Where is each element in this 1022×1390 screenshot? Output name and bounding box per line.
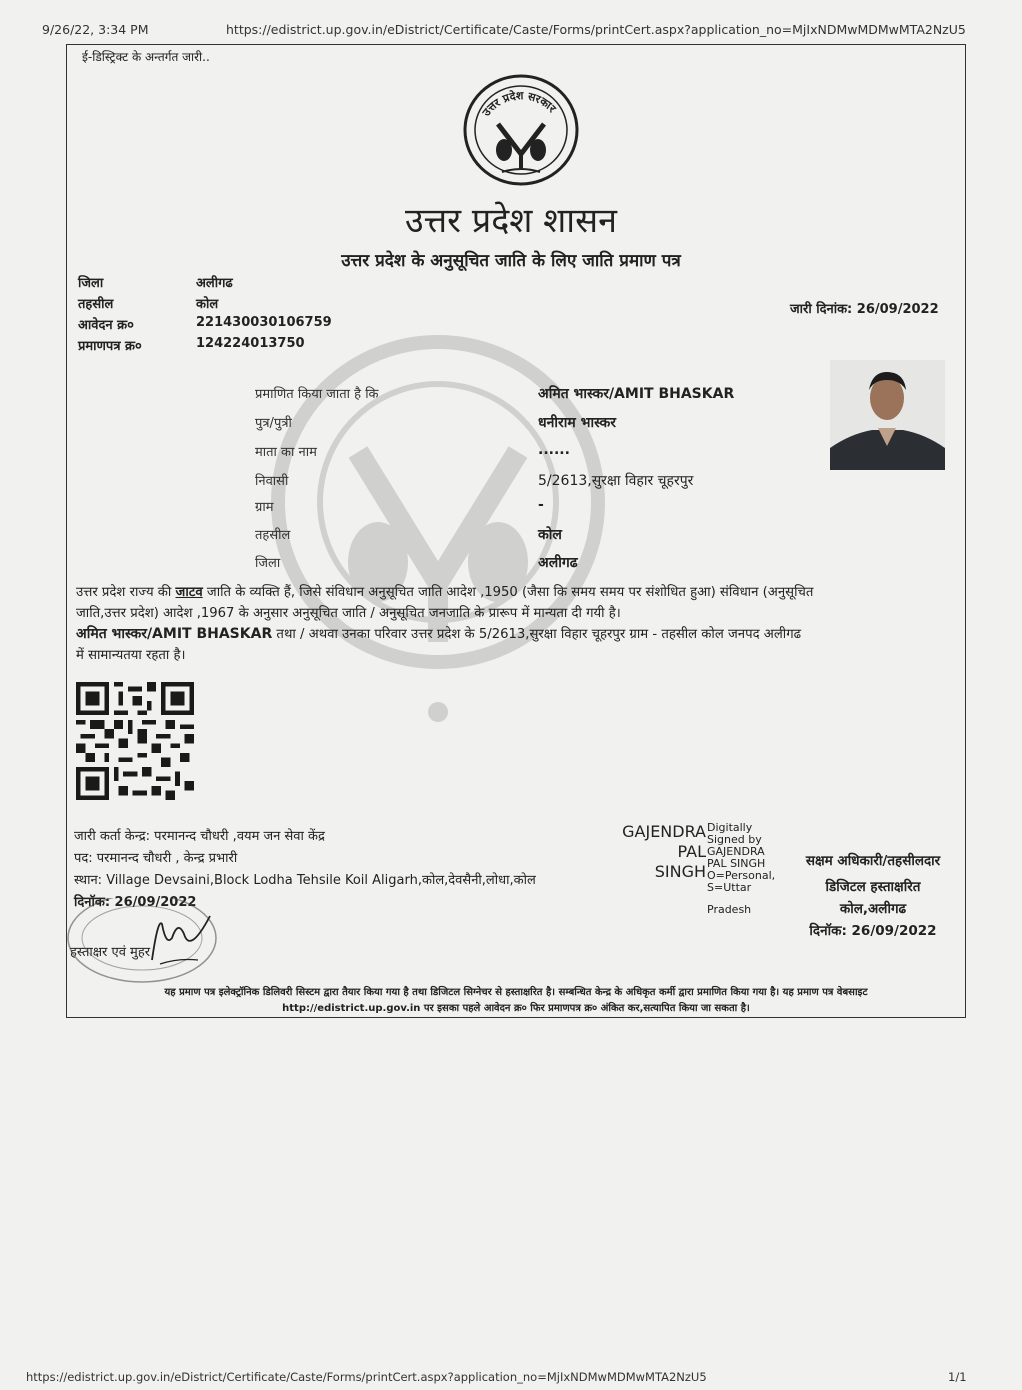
authority-title: सक्षम अधिकारी/तहसीलदार [805, 853, 941, 869]
issuer-stamp-signature [60, 898, 220, 990]
meta-label-certificate-no: प्रमाणपत्र क्र० [78, 339, 142, 354]
detail-label-mother: माता का नाम [255, 445, 317, 460]
detail-value-tehsil: कोल [538, 527, 562, 543]
authority-date: दिनॉक: 26/09/2022 [809, 923, 937, 939]
disclaimer-line2: http://edistrict.up.gov.in पर इसका पहले आवेदन क्र० फिर प्रमाणपत्र क्र० अंकित कर,सत्यापित किया जा सकता है। [282, 1003, 750, 1014]
meta-value-certificate-no: 124224013750 [196, 336, 305, 351]
detail-label-certified: प्रमाणित किया जाता है कि [255, 387, 379, 402]
detail-value-address: 5/2613,सुरक्षा विहार चूहरपुर [538, 473, 694, 489]
digital-sign-name-line2: PAL [677, 842, 706, 861]
detail-label-child-of: पुत्र/पुत्री [255, 416, 292, 431]
meta-value-tehsil: कोल [196, 297, 219, 312]
caste-name: जाटव [175, 585, 203, 600]
issuer-date: दिनॉक: 26/09/2022 [74, 895, 197, 910]
page-count: 1/1 [948, 1370, 967, 1384]
detail-label-tehsil: तहसील [255, 528, 291, 543]
paragraph-line1-end: जाति के व्यक्ति हैं, जिसे संविधान अनुसूचित जाति आदेश ,1950 (जैसा कि समय समय पर संशोधित हुआ) संविधान (अनुसूचित [202, 585, 814, 600]
detail-label-village: ग्राम [255, 500, 274, 515]
issuer-center: जारी कर्ता केन्द्र: परमानन्द चौधरी ,वयम जन सेवा केंद्र [74, 829, 325, 844]
paragraph-line2: जाति,उत्तर प्रदेश) आदेश ,1967 के अनुसार अनुसूचित जाति / अनुसूचित जनजाति के प्रारूप में मान्यता दी गयी है। [76, 606, 621, 621]
issuer-post: पद: परमानन्द चौधरी , केन्द्र प्रभारी [74, 851, 238, 866]
detail-value-mother: ...... [538, 442, 570, 458]
certificate-title: उत्तर प्रदेश शासन [405, 201, 617, 241]
meta-label-application-no: आवेदन क्र० [78, 318, 134, 333]
person-photo-icon [830, 360, 945, 470]
detail-value-name: अमित भास्कर/AMIT BHASKAR [538, 386, 735, 402]
paragraph-line1-start: उत्तर प्रदेश राज्य की [76, 585, 176, 600]
paragraph-line4: में सामान्यतया रहता है। [76, 648, 186, 663]
paragraph-name: अमित भास्कर/AMIT BHASKAR [76, 626, 273, 642]
digital-sign-line1: Digitally [707, 821, 753, 834]
authority-digital: डिजिटल हस्ताक्षरित [825, 879, 921, 895]
digital-sign-name-line1: GAJENDRA [622, 822, 706, 841]
meta-value-application-no: 221430030106759 [196, 315, 332, 330]
meta-label-district: जिला [78, 276, 104, 291]
digital-sign-line3: GAJENDRA [707, 845, 765, 858]
digital-sign-line7: Pradesh [707, 903, 752, 916]
issuer-sign-label: हस्ताक्षर एवं मुहर [70, 945, 151, 960]
digital-sign-name-line3: SINGH [654, 862, 706, 881]
disclaimer [76, 985, 956, 1017]
digital-sign-line5: O=Personal, [707, 869, 776, 882]
detail-label-district: जिला [255, 556, 281, 571]
digital-sign-details [707, 822, 775, 916]
meta-value-district: अलीगढ [196, 276, 233, 291]
detail-value-father: धनीराम भास्कर [538, 415, 616, 431]
digital-sign-line2: Signed by [707, 833, 762, 846]
issued-under-note: ई-डिस्ट्रिक्ट के अन्तर्गत जारी.. [82, 50, 210, 64]
certificate-subtitle: उत्तर प्रदेश के अनुसूचित जाति के लिए जाति प्रमाण पत्र [341, 251, 681, 271]
detail-label-resident: निवासी [255, 474, 289, 489]
footer-url: https://edistrict.up.gov.in/eDistrict/Certificate/Caste/Forms/printCert.aspx?application_no=MjIxNDMwMDMwMTA2NzU5 [26, 1370, 707, 1384]
issue-date: जारी दिनांक: 26/09/2022 [790, 302, 939, 317]
meta-label-tehsil: तहसील [78, 297, 114, 312]
qr-code [74, 682, 196, 800]
issuer-place: स्थान: Village Devsaini,Block Lodha Tehsile Koil Aligarh,कोल,देवसैनी,लोधा,कोल [74, 873, 536, 888]
digital-sign-line6: S=Uttar [707, 881, 752, 894]
print-datetime: 9/26/22, 3:34 PM [42, 22, 149, 37]
paragraph-line3-end: तथा / अथवा उनका परिवार उत्तर प्रदेश के 5/2613,सुरक्षा विहार चूहरपुर ग्राम - तहसील कोल जनपद अलीगढ [272, 627, 802, 642]
digital-sign-line4: PAL SINGH [707, 857, 766, 870]
applicant-photo [830, 360, 945, 470]
up-government-emblem-icon [462, 74, 580, 186]
print-url: https://edistrict.up.gov.in/eDistrict/Certificate/Caste/Forms/printCert.aspx?application_no=MjIxNDMwMDMwMTA2NzU5 [226, 22, 966, 37]
emblem-text: उत्तर प्रदेश सरकार [479, 89, 559, 119]
authority-place: कोल,अलीगढ [839, 901, 907, 917]
detail-value-village: - [538, 497, 544, 513]
detail-value-district: अलीगढ [538, 555, 578, 571]
certification-paragraph [76, 582, 956, 666]
disclaimer-line1: यह प्रमाण पत्र इलेक्ट्रॉनिक डिलिवरी सिस्टम द्वारा तैयार किया गया है तथा डिजिटल सिग्नेचर से हस्ताक्षरित है। सम्बन्धित केन्द्र के अधिकृत कर्मी द्वारा प्रमाणित किया गया है। यह प्रमाण पत्र वेबसाइट [164, 987, 868, 998]
